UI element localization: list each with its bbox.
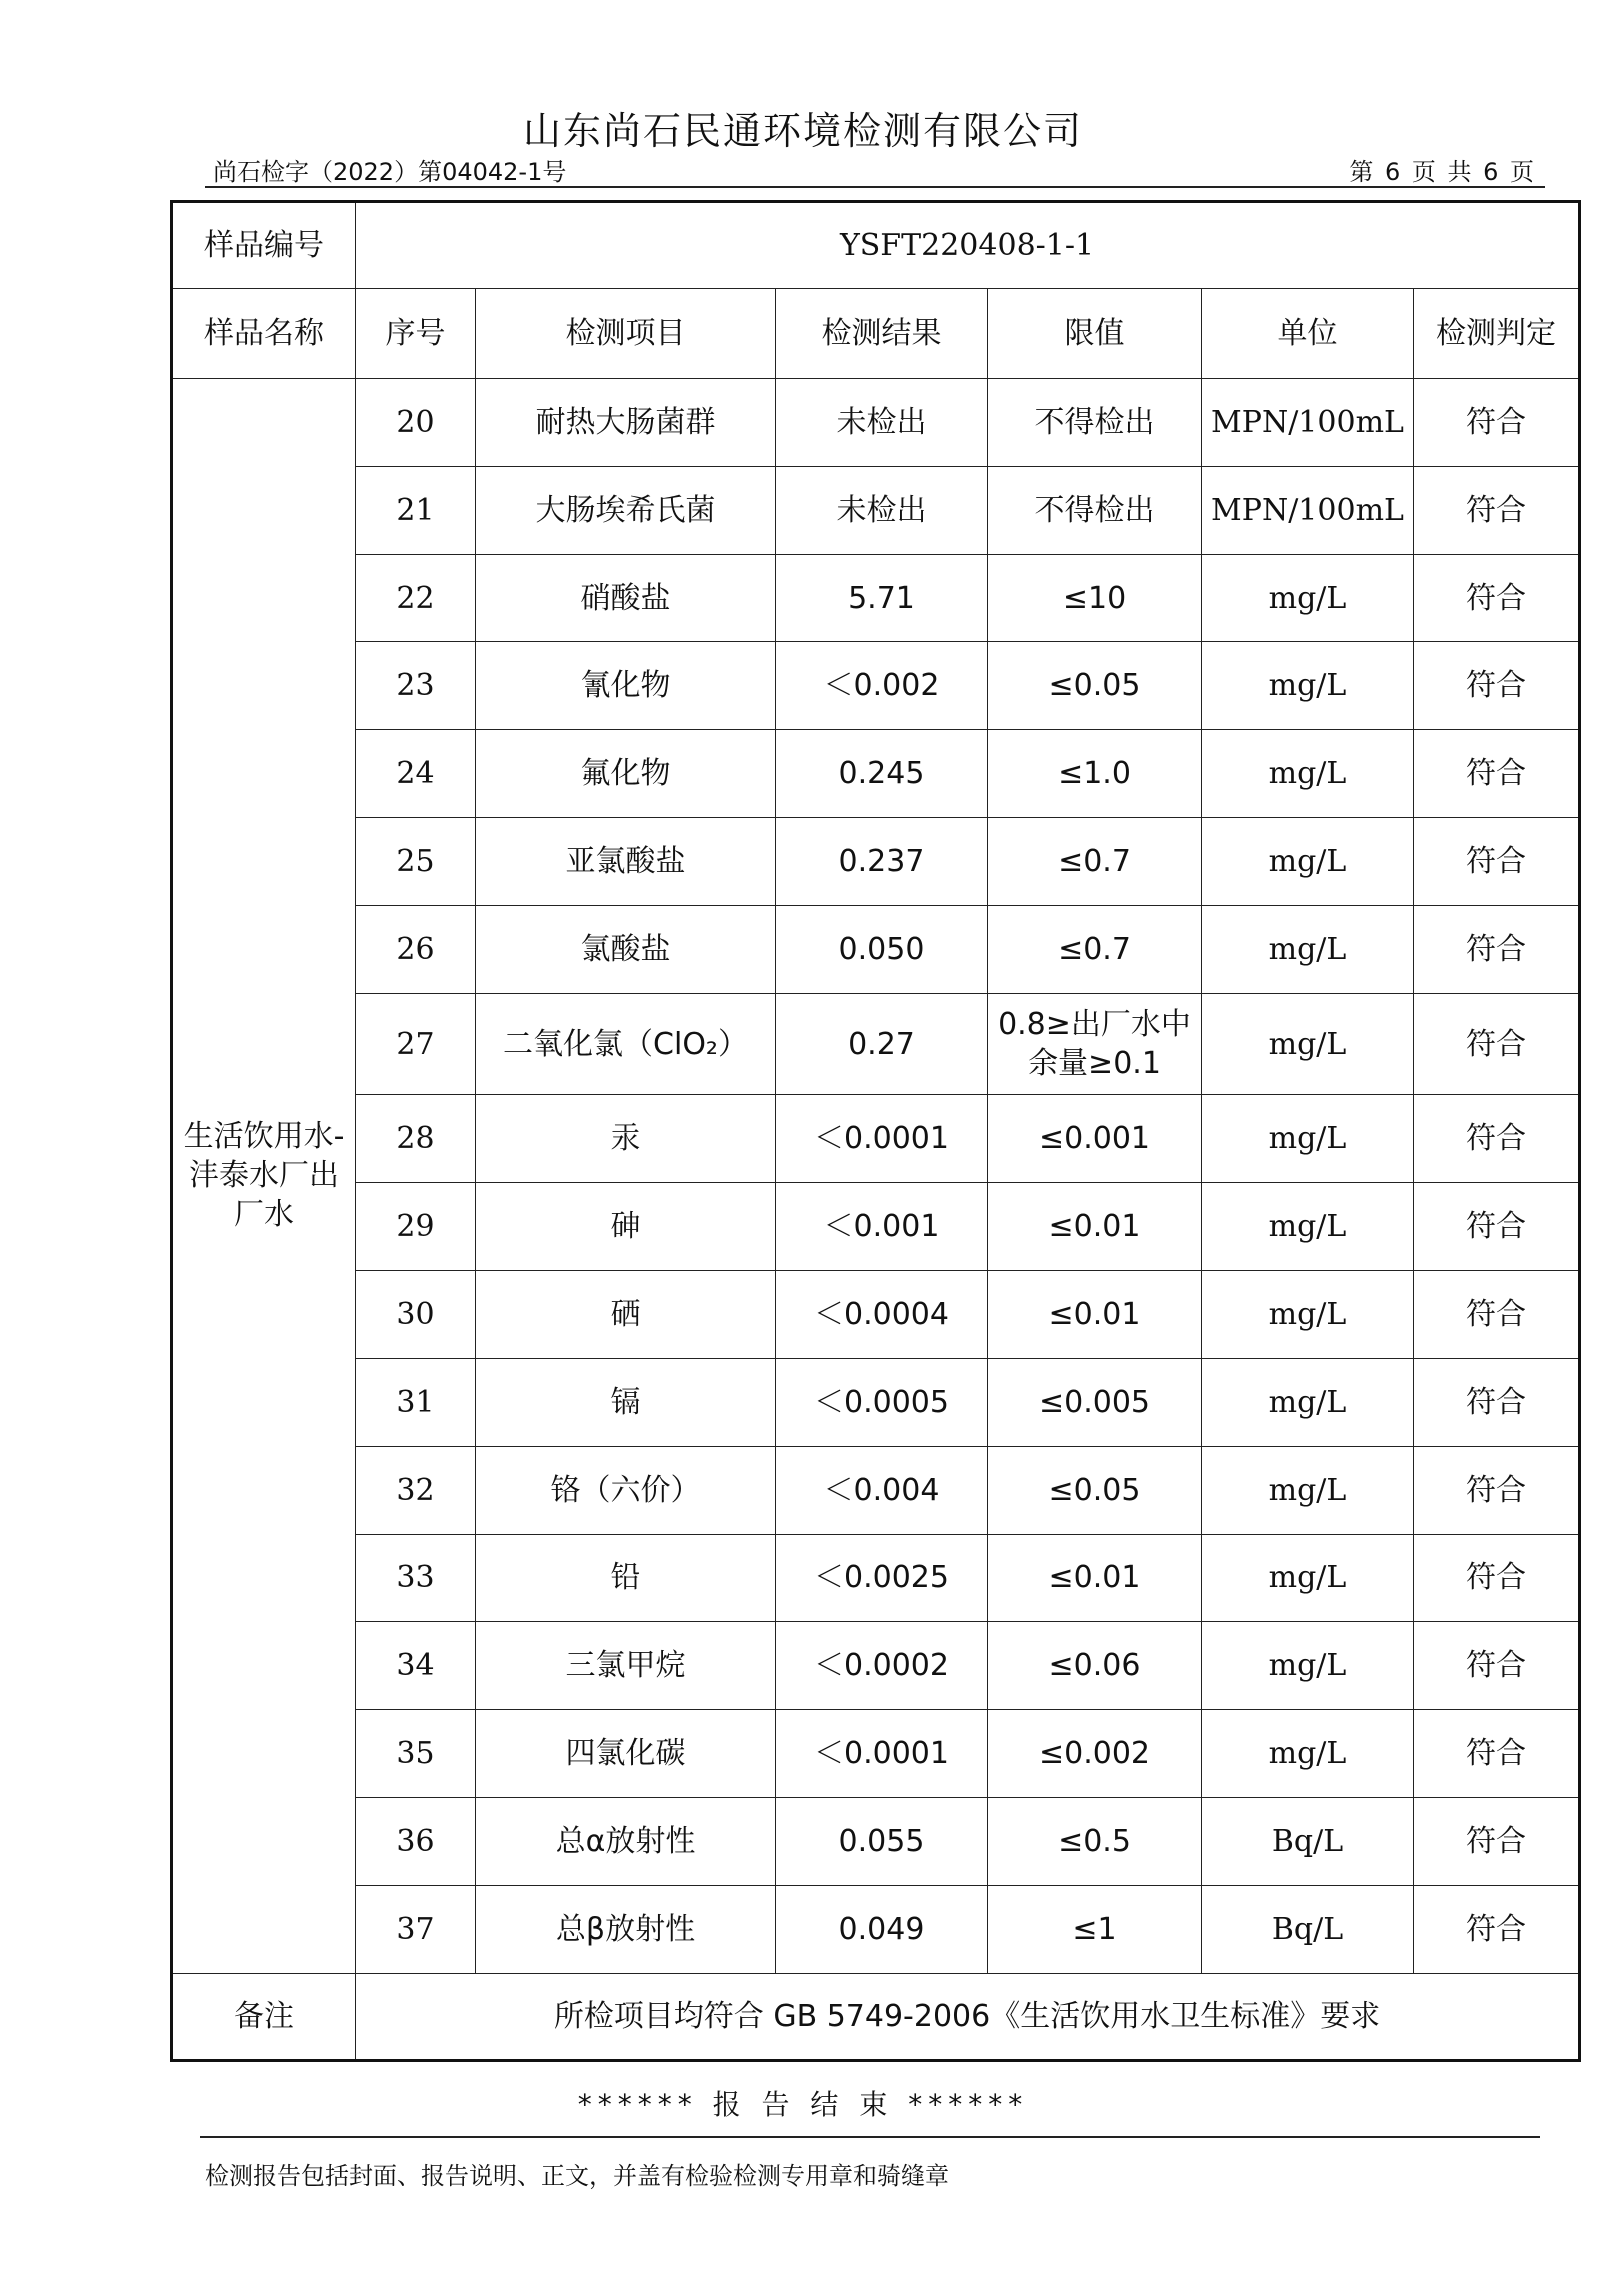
limit-cell: ≤0.5 — [988, 1798, 1202, 1886]
sample-number-row — [172, 202, 1580, 289]
sample-number-value: YSFT220408-1-1 — [356, 202, 1580, 289]
unit-cell: Bq/L — [1202, 1886, 1414, 1974]
col-header-result: 检测结果 — [776, 288, 988, 378]
result-cell: 0.245 — [776, 730, 988, 818]
seq-cell: 27 — [356, 994, 476, 1095]
item-cell: 铅 — [476, 1534, 776, 1622]
table-row — [172, 1182, 1580, 1270]
unit-cell: mg/L — [1202, 1358, 1414, 1446]
limit-cell: 不得检出 — [988, 378, 1202, 466]
page-number: 第 6 页 共 6 页 — [1349, 158, 1536, 186]
judge-cell: 符合 — [1414, 1270, 1580, 1358]
table-row — [172, 1358, 1580, 1446]
limit-cell: ≤0.06 — [988, 1622, 1202, 1710]
table-row — [172, 1534, 1580, 1622]
result-cell: ＜0.004 — [776, 1446, 988, 1534]
result-cell: 0.049 — [776, 1886, 988, 1974]
judge-cell: 符合 — [1414, 554, 1580, 642]
judge-cell: 符合 — [1414, 994, 1580, 1095]
item-cell: 汞 — [476, 1095, 776, 1183]
table-row — [172, 994, 1580, 1095]
item-cell: 砷 — [476, 1182, 776, 1270]
limit-cell: ≤0.001 — [988, 1095, 1202, 1183]
seq-cell: 25 — [356, 818, 476, 906]
item-cell: 四氯化碳 — [476, 1710, 776, 1798]
item-cell: 总β放射性 — [476, 1886, 776, 1974]
table-row — [172, 378, 1580, 466]
limit-cell: ≤1 — [988, 1886, 1202, 1974]
limit-cell: ≤0.7 — [988, 906, 1202, 994]
item-cell: 铬（六价） — [476, 1446, 776, 1534]
footer-divider — [200, 2136, 1540, 2138]
judge-cell: 符合 — [1414, 1446, 1580, 1534]
seq-cell: 37 — [356, 1886, 476, 1974]
remark-label: 备注 — [172, 1973, 356, 2060]
judge-cell: 符合 — [1414, 1798, 1580, 1886]
col-header-item: 检测项目 — [476, 288, 776, 378]
unit-cell: mg/L — [1202, 642, 1414, 730]
test-results-table — [170, 200, 1581, 2062]
seq-cell: 28 — [356, 1095, 476, 1183]
limit-cell: ≤0.01 — [988, 1182, 1202, 1270]
item-cell: 硝酸盐 — [476, 554, 776, 642]
judge-cell: 符合 — [1414, 1710, 1580, 1798]
seq-cell: 31 — [356, 1358, 476, 1446]
result-cell: 0.27 — [776, 994, 988, 1095]
seq-cell: 35 — [356, 1710, 476, 1798]
item-cell: 大肠埃希氏菌 — [476, 466, 776, 554]
sample-number-label: 样品编号 — [172, 202, 356, 289]
unit-cell: mg/L — [1202, 1270, 1414, 1358]
item-cell: 氯酸盐 — [476, 906, 776, 994]
column-header-row — [172, 288, 1580, 378]
judge-cell: 符合 — [1414, 642, 1580, 730]
result-cell: ＜0.0004 — [776, 1270, 988, 1358]
result-cell: ＜0.0001 — [776, 1095, 988, 1183]
seq-cell: 21 — [356, 466, 476, 554]
seq-cell: 26 — [356, 906, 476, 994]
seq-cell: 22 — [356, 554, 476, 642]
table-row — [172, 554, 1580, 642]
unit-cell: MPN/100mL — [1202, 378, 1414, 466]
limit-cell: ≤0.05 — [988, 642, 1202, 730]
result-cell: ＜0.0025 — [776, 1534, 988, 1622]
unit-cell: mg/L — [1202, 1622, 1414, 1710]
report-end-marker: ****** 报 告 结 束 ****** — [577, 2088, 1029, 2121]
seq-cell: 23 — [356, 642, 476, 730]
col-header-sample-name: 样品名称 — [172, 288, 356, 378]
seq-cell: 32 — [356, 1446, 476, 1534]
result-cell: 5.71 — [776, 554, 988, 642]
result-cell: ＜0.0001 — [776, 1710, 988, 1798]
judge-cell: 符合 — [1414, 818, 1580, 906]
limit-cell: 不得检出 — [988, 466, 1202, 554]
limit-cell: ≤1.0 — [988, 730, 1202, 818]
seq-cell: 30 — [356, 1270, 476, 1358]
limit-cell: ≤0.005 — [988, 1358, 1202, 1446]
judge-cell: 符合 — [1414, 378, 1580, 466]
result-cell: ＜0.001 — [776, 1182, 988, 1270]
judge-cell: 符合 — [1414, 1622, 1580, 1710]
col-header-judge: 检测判定 — [1414, 288, 1580, 378]
remark-row — [172, 1973, 1580, 2060]
item-cell: 镉 — [476, 1358, 776, 1446]
col-header-limit: 限值 — [988, 288, 1202, 378]
item-cell: 二氧化氯（ClO₂） — [476, 994, 776, 1095]
unit-cell: mg/L — [1202, 730, 1414, 818]
judge-cell: 符合 — [1414, 1182, 1580, 1270]
item-cell: 亚氯酸盐 — [476, 818, 776, 906]
table-row — [172, 1095, 1580, 1183]
judge-cell: 符合 — [1414, 466, 1580, 554]
table-row — [172, 730, 1580, 818]
table-row — [172, 1622, 1580, 1710]
unit-cell: mg/L — [1202, 1182, 1414, 1270]
table-row — [172, 466, 1580, 554]
seq-cell: 29 — [356, 1182, 476, 1270]
item-cell: 耐热大肠菌群 — [476, 378, 776, 466]
table-row — [172, 1710, 1580, 1798]
limit-cell: ≤0.01 — [988, 1270, 1202, 1358]
item-cell: 硒 — [476, 1270, 776, 1358]
result-cell: 0.055 — [776, 1798, 988, 1886]
result-cell: ＜0.0005 — [776, 1358, 988, 1446]
report-footer-note: 检测报告包括封面、报告说明、正文，并盖有检验检测专用章和骑缝章 — [205, 2162, 949, 2190]
judge-cell: 符合 — [1414, 1886, 1580, 1974]
judge-cell: 符合 — [1414, 1358, 1580, 1446]
result-cell: 0.050 — [776, 906, 988, 994]
seq-cell: 36 — [356, 1798, 476, 1886]
remark-text: 所检项目均符合 GB 5749-2006《生活饮用水卫生标准》要求 — [356, 1973, 1580, 2060]
limit-cell: ≤0.01 — [988, 1534, 1202, 1622]
unit-cell: mg/L — [1202, 554, 1414, 642]
judge-cell: 符合 — [1414, 1534, 1580, 1622]
limit-cell: ≤10 — [988, 554, 1202, 642]
table-row — [172, 1798, 1580, 1886]
unit-cell: mg/L — [1202, 1710, 1414, 1798]
judge-cell: 符合 — [1414, 906, 1580, 994]
table-row — [172, 818, 1580, 906]
result-cell: 0.237 — [776, 818, 988, 906]
unit-cell: mg/L — [1202, 818, 1414, 906]
seq-cell: 33 — [356, 1534, 476, 1622]
unit-cell: MPN/100mL — [1202, 466, 1414, 554]
judge-cell: 符合 — [1414, 1095, 1580, 1183]
item-cell: 氟化物 — [476, 730, 776, 818]
result-cell: 未检出 — [776, 466, 988, 554]
unit-cell: Bq/L — [1202, 1798, 1414, 1886]
result-cell: ＜0.0002 — [776, 1622, 988, 1710]
limit-cell: 0.8≥出厂水中余量≥0.1 — [988, 994, 1202, 1095]
result-cell: 未检出 — [776, 378, 988, 466]
report-number: 尚石检字（2022）第04042-1号 — [213, 158, 567, 186]
unit-cell: mg/L — [1202, 1095, 1414, 1183]
judge-cell: 符合 — [1414, 730, 1580, 818]
col-header-seq: 序号 — [356, 288, 476, 378]
limit-cell: ≤0.7 — [988, 818, 1202, 906]
item-cell: 总α放射性 — [476, 1798, 776, 1886]
seq-cell: 20 — [356, 378, 476, 466]
limit-cell: ≤0.05 — [988, 1446, 1202, 1534]
item-cell: 氰化物 — [476, 642, 776, 730]
table-row — [172, 1270, 1580, 1358]
seq-cell: 24 — [356, 730, 476, 818]
item-cell: 三氯甲烷 — [476, 1622, 776, 1710]
header-divider — [205, 186, 1545, 188]
sample-name-cell: 生活饮用水-沣泰水厂出厂水 — [172, 378, 356, 1973]
seq-cell: 34 — [356, 1622, 476, 1710]
table-row — [172, 1886, 1580, 1974]
table-row — [172, 642, 1580, 730]
table-row — [172, 1446, 1580, 1534]
unit-cell: mg/L — [1202, 994, 1414, 1095]
company-name: 山东尚石民通环境检测有限公司 — [522, 109, 1083, 153]
col-header-unit: 单位 — [1202, 288, 1414, 378]
unit-cell: mg/L — [1202, 1534, 1414, 1622]
unit-cell: mg/L — [1202, 906, 1414, 994]
limit-cell: ≤0.002 — [988, 1710, 1202, 1798]
result-cell: ＜0.002 — [776, 642, 988, 730]
table-row — [172, 906, 1580, 994]
unit-cell: mg/L — [1202, 1446, 1414, 1534]
